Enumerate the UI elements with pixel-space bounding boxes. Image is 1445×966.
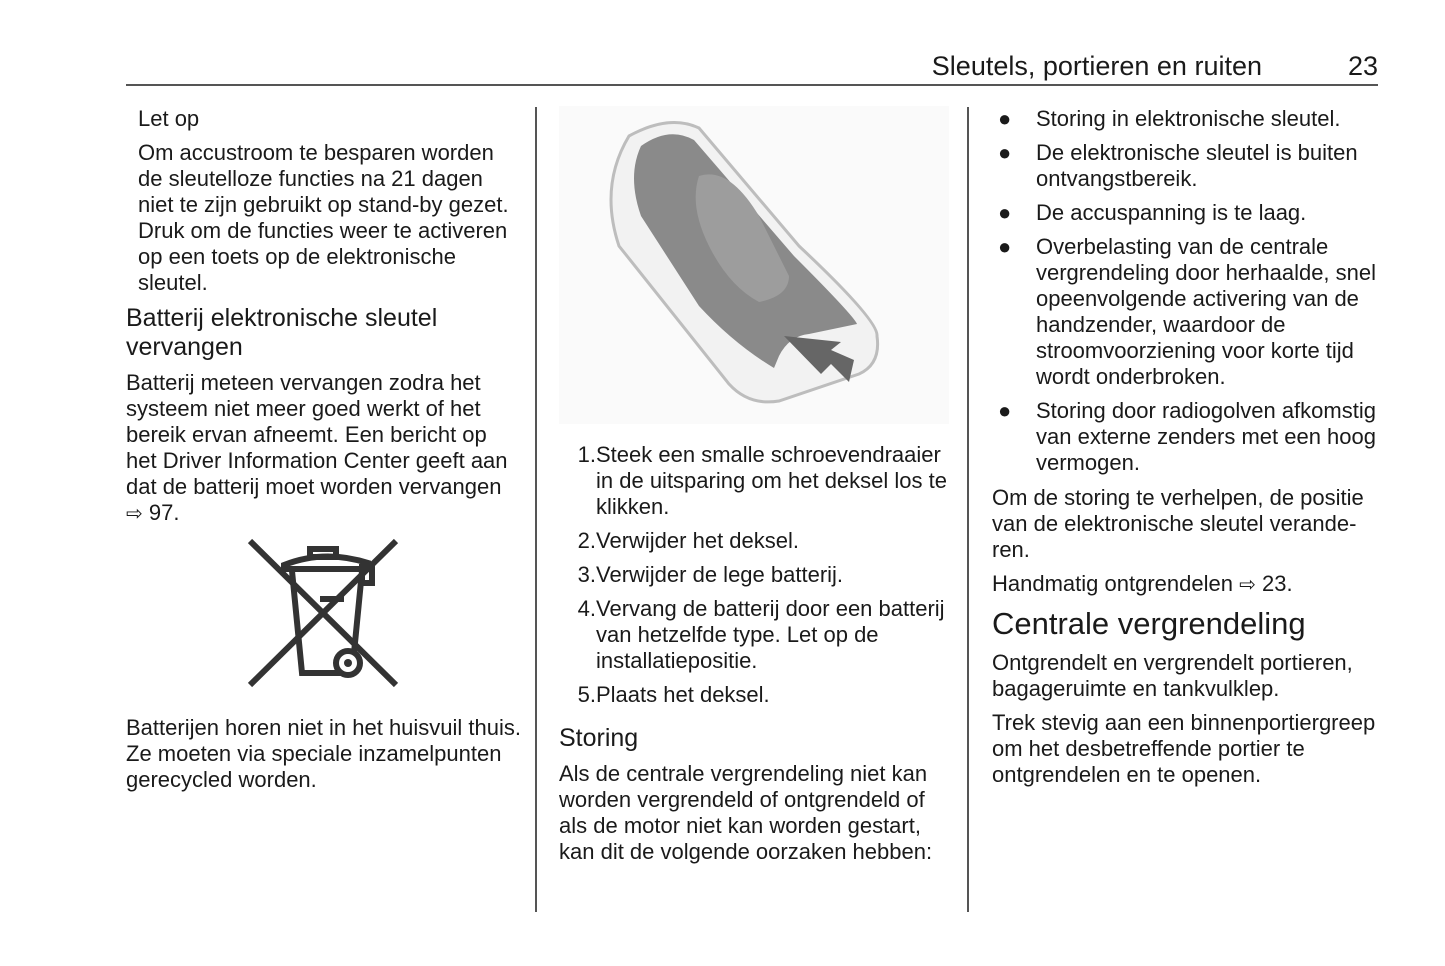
remedy-paragraph: Om de storing te verhelpen, de positie van de elektronische sleutel veranderen. — [992, 485, 1364, 562]
electronic-key-cover-icon — [559, 106, 949, 424]
column-1 — [126, 106, 521, 801]
step-number: 4. — [577, 596, 596, 621]
chapter-title-central-locking: Centrale vergrendeling — [992, 606, 1306, 641]
cause-text: De accuspanning is te laag. — [1036, 200, 1307, 225]
causes-list — [992, 106, 1387, 476]
note-title: Let op — [138, 106, 200, 131]
section-title-battery: Batterij elektronische sleutel vervangen — [126, 304, 438, 361]
column-2 — [559, 106, 954, 873]
list-item — [559, 528, 954, 554]
bullet-icon: ● — [998, 234, 1012, 259]
bullet-icon: ● — [998, 398, 1012, 423]
manual-unlock-text: Handmatig ontgrendelen — [992, 571, 1233, 596]
column-divider — [967, 107, 969, 912]
battery-paragraph-text: Batterij meteen vervangen zodra het systeem niet meer goed werkt of het bereik ervan afneemt. Een bericht op het Driver Information Center geeft aan dat de batterij moet worden vervangen — [126, 370, 508, 499]
cause-text: Storing door radiogolven afkomstig van externe zenders met een hoog vermogen. — [1036, 398, 1377, 475]
list-item — [559, 562, 954, 588]
column-3 — [992, 106, 1387, 796]
section-title-storing: Storing — [559, 724, 639, 752]
door-handle-paragraph: Trek stevig aan een binnenportiergreep om het desbetreffende portier te ontgrendelen en te openen. — [992, 710, 1376, 787]
column-divider — [535, 107, 537, 912]
note-box — [126, 106, 521, 296]
xref-arrow-icon: ⇨ — [1239, 574, 1256, 596]
recycling-figure — [126, 535, 521, 695]
cause-text: Overbelasting van de centrale vergrendeling door herhaalde, snel opeenvolgende activering van de handzender, waardoor de stroomvoorziening voor korte tijd wordt onderbroken. — [1036, 234, 1377, 389]
cause-text: De elektronische sleutel is buiten ontvangstbereik. — [1036, 140, 1358, 191]
step-number: 2. — [577, 528, 596, 553]
xref-page-link[interactable]: 23. — [1261, 571, 1293, 596]
xref-arrow-icon: ⇨ — [126, 503, 143, 525]
steps-list — [559, 442, 954, 708]
list-item — [992, 234, 1387, 390]
list-item — [992, 140, 1387, 192]
step-text: Verwijder de lege batterij. — [596, 562, 844, 587]
list-item — [992, 106, 1387, 132]
electronic-key-illustration — [559, 106, 949, 424]
cause-text: Storing in elektronische sleutel. — [1036, 106, 1341, 131]
list-item — [559, 682, 954, 708]
note-text: Om accustroom te besparen worden de sleutelloze functies na 21 dagen niet te zijn gebruikt op stand-by gezet. Druk om de functies weer te activeren op een toets op de elektronische sleutel. — [138, 140, 509, 295]
bullet-icon: ● — [998, 106, 1012, 131]
step-number: 5. — [577, 682, 596, 707]
page-header — [126, 48, 1378, 86]
step-number: 3. — [577, 562, 596, 587]
step-number: 1. — [577, 442, 596, 467]
bullet-icon: ● — [998, 140, 1012, 165]
xref-page-link[interactable]: 97. — [148, 500, 180, 525]
list-item — [992, 398, 1387, 476]
storing-paragraph: Als de centrale vergrendeling niet kan worden vergrendeld of ontgrendeld of als de motor niet kan worden gestart, kan dit de volgende oorzaken hebben: — [559, 761, 933, 864]
list-item — [559, 442, 954, 520]
running-title: Sleutels, portieren en ruiten — [931, 51, 1262, 81]
list-item — [559, 596, 954, 674]
step-text: Steek een smalle schroevendraaier in de uitsparing om het deksel los te klikken. — [596, 442, 947, 519]
manual-unlock-paragraph — [992, 571, 1387, 598]
page-number: 23 — [1347, 51, 1378, 81]
step-text: Verwijder het deksel. — [596, 528, 799, 553]
battery-paragraph — [126, 370, 521, 527]
list-item — [992, 200, 1387, 226]
step-text: Plaats het deksel. — [596, 682, 770, 707]
step-text: Vervang de batterij door een batterij van hetzelfde type. Let op de installatiepositie. — [596, 596, 945, 673]
crossed-out-wheelie-bin-icon — [244, 535, 404, 695]
central-locking-paragraph: Ontgrendelt en vergrendelt portieren, bagageruimte en tankvulklep. — [992, 650, 1353, 701]
disposal-paragraph: Batterijen horen niet in het huisvuil thuis. Ze moeten via speciale inzamelpunten gerecycled worden. — [126, 715, 522, 792]
bullet-icon: ● — [998, 200, 1012, 225]
